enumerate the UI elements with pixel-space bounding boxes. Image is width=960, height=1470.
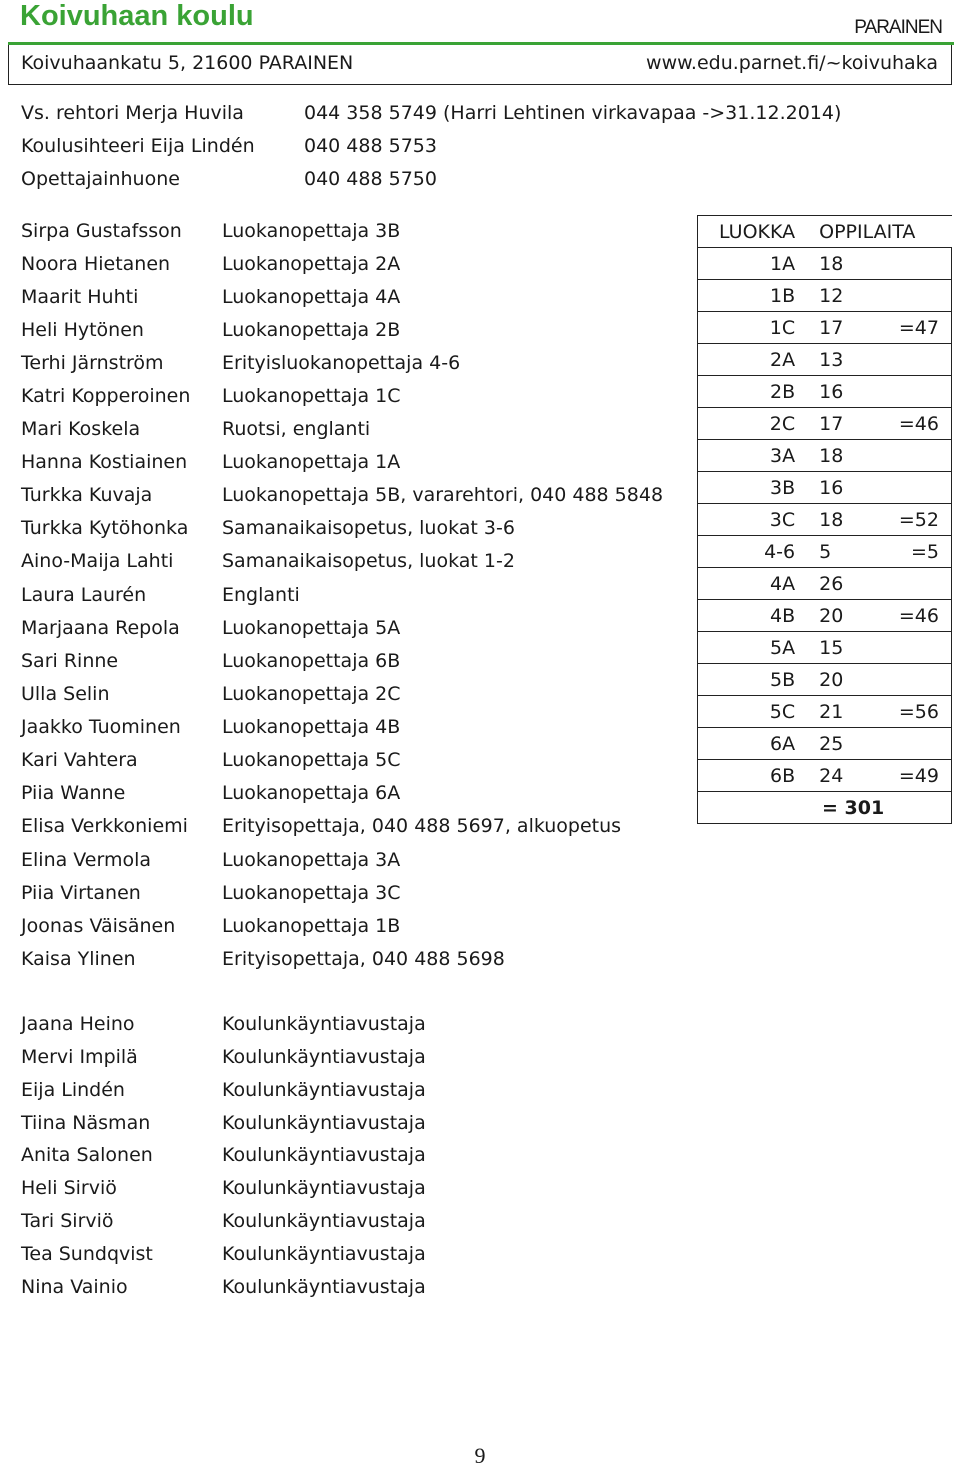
class-cell: 5A [698, 632, 808, 664]
contact-name: Koulusihteeri Eija Lindén [21, 135, 255, 157]
assistant-name: Jaana Heino [21, 1013, 135, 1035]
teacher-name: Katri Kopperoinen [21, 385, 191, 407]
pupils-cell: 5 [807, 536, 869, 568]
pupils-cell: 16 [807, 376, 869, 408]
pupils-cell: 24 [807, 760, 869, 792]
class-cell: 2A [698, 344, 808, 376]
class-cell: 5C [698, 696, 808, 728]
pupils-cell: 17 [807, 312, 869, 344]
school-title: Koivuhaan koulu [20, 0, 254, 32]
sum-cell [869, 568, 952, 600]
class-cell: 3A [698, 440, 808, 472]
table-row [698, 248, 952, 280]
sum-cell [869, 344, 952, 376]
teacher-role: Luokanopettaja 3C [222, 882, 401, 904]
class-pupil-table [697, 215, 952, 824]
class-cell: 6B [698, 760, 808, 792]
teacher-name: Ulla Selin [21, 683, 110, 705]
teacher-name: Sirpa Gustafsson [21, 220, 182, 242]
table-row [698, 344, 952, 376]
pupils-cell: 21 [807, 696, 869, 728]
pupils-cell: 26 [807, 568, 869, 600]
table-row [698, 440, 952, 472]
teacher-name: Turkka Kytöhonka [21, 517, 189, 539]
pupils-header: OPPILAITA [807, 216, 951, 248]
table-row [698, 376, 952, 408]
teacher-role: Luokanopettaja 6B [222, 650, 401, 672]
pupils-cell: 17 [807, 408, 869, 440]
pupils-cell: 20 [807, 664, 869, 696]
teacher-name: Laura Laurén [21, 584, 147, 606]
class-cell: 4B [698, 600, 808, 632]
assistant-name: Tea Sundqvist [21, 1243, 153, 1265]
teacher-name: Kari Vahtera [21, 749, 138, 771]
teacher-role: Erityisopettaja, 040 488 5698 [222, 948, 505, 970]
pupils-cell: 20 [807, 600, 869, 632]
assistant-name: Tari Sirviö [21, 1210, 114, 1232]
assistant-role: Koulunkäyntiavustaja [222, 1112, 426, 1134]
teacher-role: Luokanopettaja 1A [222, 451, 401, 473]
teacher-role: Luokanopettaja 5C [222, 749, 401, 771]
school-website: www.edu.parnet.fi/~koivuhaka [646, 52, 938, 74]
teacher-name: Piia Virtanen [21, 882, 141, 904]
assistant-role: Koulunkäyntiavustaja [222, 1144, 426, 1166]
table-row [698, 600, 952, 632]
teacher-role: Luokanopettaja 2B [222, 319, 401, 341]
sum-cell [869, 440, 952, 472]
sum-cell: =46 [869, 600, 952, 632]
teacher-name: Aino-Maija Lahti [21, 550, 174, 572]
assistant-role: Koulunkäyntiavustaja [222, 1013, 426, 1035]
sum-cell [869, 728, 952, 760]
class-cell: 5B [698, 664, 808, 696]
table-row [698, 504, 952, 536]
teacher-role: Luokanopettaja 5B, vararehtori, 040 488 5848 [222, 484, 664, 506]
assistant-role: Koulunkäyntiavustaja [222, 1079, 426, 1101]
assistant-role: Koulunkäyntiavustaja [222, 1210, 426, 1232]
assistant-name: Nina Vainio [21, 1276, 128, 1298]
teacher-role: Ruotsi, englanti [222, 418, 371, 440]
teacher-name: Hanna Kostiainen [21, 451, 188, 473]
pupils-cell: 18 [807, 440, 869, 472]
class-header: LUOKKA [698, 216, 808, 248]
assistant-name: Eija Lindén [21, 1079, 125, 1101]
total-cell: = 301 [698, 792, 952, 824]
sum-cell: =46 [869, 408, 952, 440]
contact-name: Opettajainhuone [21, 168, 180, 190]
teacher-name: Marjaana Repola [21, 617, 180, 639]
teacher-name: Turkka Kuvaja [21, 484, 153, 506]
teacher-name: Noora Hietanen [21, 253, 171, 275]
class-cell: 1A [698, 248, 808, 280]
total-row [698, 792, 952, 824]
teacher-name: Elisa Verkkoniemi [21, 815, 188, 837]
teacher-role: Samanaikaisopetus, luokat 3-6 [222, 517, 515, 539]
teacher-role: Luokanopettaja 4B [222, 716, 401, 738]
table-row [698, 312, 952, 344]
pupils-cell: 13 [807, 344, 869, 376]
pupils-cell: 18 [807, 248, 869, 280]
assistant-name: Mervi Impilä [21, 1046, 138, 1068]
class-cell: 4-6 [698, 536, 808, 568]
teacher-role: Luokanopettaja 6A [222, 782, 401, 804]
teacher-name: Kaisa Ylinen [21, 948, 136, 970]
table-row [698, 472, 952, 504]
town-label: PARAINEN [854, 17, 942, 38]
teacher-role: Erityisluokanopettaja 4-6 [222, 352, 461, 374]
contact-value: 044 358 5749 (Harri Lehtinen virkavapaa ->31.12.2014) [304, 102, 842, 124]
teacher-role: Luokanopettaja 3B [222, 220, 401, 242]
pupils-cell: 16 [807, 472, 869, 504]
table-row [698, 760, 952, 792]
class-cell: 6A [698, 728, 808, 760]
teacher-role: Luokanopettaja 4A [222, 286, 401, 308]
teacher-role: Luokanopettaja 1B [222, 915, 401, 937]
teacher-role: Luokanopettaja 2C [222, 683, 401, 705]
sum-cell: =49 [869, 760, 952, 792]
assistant-role: Koulunkäyntiavustaja [222, 1177, 426, 1199]
sum-cell [869, 376, 952, 408]
teacher-role: Luokanopettaja 5A [222, 617, 401, 639]
teacher-name: Elina Vermola [21, 849, 152, 871]
table-row [698, 728, 952, 760]
sum-cell [869, 248, 952, 280]
pupils-cell: 15 [807, 632, 869, 664]
teacher-role: Englanti [222, 584, 300, 606]
sum-cell: =5 [869, 536, 952, 568]
class-cell: 2C [698, 408, 808, 440]
table-row [698, 664, 952, 696]
class-cell: 1B [698, 280, 808, 312]
contact-value: 040 488 5753 [304, 135, 437, 157]
teacher-role: Luokanopettaja 2A [222, 253, 401, 275]
teacher-name: Piia Wanne [21, 782, 126, 804]
table-row [698, 568, 952, 600]
table-row [698, 632, 952, 664]
contact-name: Vs. rehtori Merja Huvila [21, 102, 244, 124]
class-cell: 4A [698, 568, 808, 600]
class-cell: 2B [698, 376, 808, 408]
pupils-cell: 18 [807, 504, 869, 536]
teacher-role: Samanaikaisopetus, luokat 1-2 [222, 550, 515, 572]
contact-value: 040 488 5750 [304, 168, 437, 190]
table-row [698, 696, 952, 728]
sum-cell [869, 280, 952, 312]
teacher-role: Luokanopettaja 1C [222, 385, 401, 407]
table-row [698, 280, 952, 312]
teacher-role: Luokanopettaja 3A [222, 849, 401, 871]
teacher-name: Sari Rinne [21, 650, 119, 672]
class-cell: 3B [698, 472, 808, 504]
sum-cell [869, 472, 952, 504]
teacher-name: Maarit Huhti [21, 286, 139, 308]
assistant-role: Koulunkäyntiavustaja [222, 1243, 426, 1265]
assistant-name: Anita Salonen [21, 1144, 153, 1166]
table-row [698, 408, 952, 440]
sum-cell: =56 [869, 696, 952, 728]
sum-cell: =47 [869, 312, 952, 344]
sum-cell [869, 632, 952, 664]
teacher-name: Jaakko Tuominen [21, 716, 181, 738]
teacher-name: Joonas Väisänen [21, 915, 176, 937]
teacher-name: Mari Koskela [21, 418, 141, 440]
pupils-cell: 25 [807, 728, 869, 760]
pupils-cell: 12 [807, 280, 869, 312]
assistant-role: Koulunkäyntiavustaja [222, 1046, 426, 1068]
class-cell: 1C [698, 312, 808, 344]
class-cell: 3C [698, 504, 808, 536]
table-row [698, 536, 952, 568]
assistant-role: Koulunkäyntiavustaja [222, 1276, 426, 1298]
teacher-name: Heli Hytönen [21, 319, 144, 341]
assistant-name: Tiina Näsman [21, 1112, 151, 1134]
school-address: Koivuhaankatu 5, 21600 PARAINEN [21, 52, 354, 74]
sum-cell [869, 664, 952, 696]
teacher-role: Erityisopettaja, 040 488 5697, alkuopetus [222, 815, 622, 837]
sum-cell: =52 [869, 504, 952, 536]
table-header-row [698, 216, 952, 248]
teacher-name: Terhi Järnström [21, 352, 164, 374]
page-number: 9 [474, 1443, 486, 1468]
assistant-name: Heli Sirviö [21, 1177, 117, 1199]
